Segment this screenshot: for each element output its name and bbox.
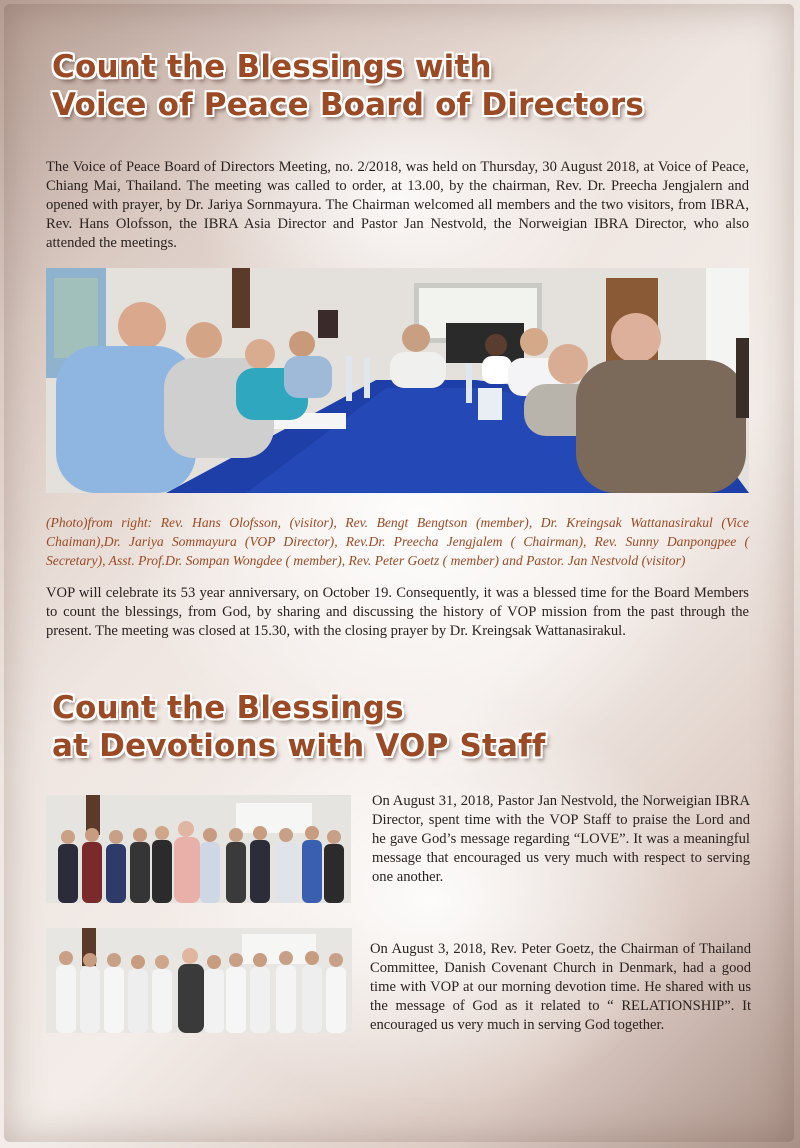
meeting-intro-paragraph: The Voice of Peace Board of Directors Meeting, no. 2/2018, was held on Thursday, 30 August 2018, at Voice of Peace, Chiang Mai, Thailand. The meeting was called to order, at 13.00, by the chairman, Rev. Dr. Preecha Jengjalern and opened with prayer, by Dr. Jariya Sornmayura. The Chairman welcomed all members and the two visitors, from IBRA, Rev. Hans Olofsson, the IBRA Asia Director and Pastor Jan Nestvold, the Norweigian IBRA Director, who also attended the meetings. xyxy=(46,159,749,251)
title-line: Voice of Peace Board of Directors xyxy=(52,87,645,123)
article-title-devotions xyxy=(52,689,546,765)
photo-caption: (Photo)from right: Rev. Hans Olofsson, (visitor), Rev. Bengt Bengtson (member), Dr. Kreingsak Wattanasirakul (Vice Chaiman),Dr. Jariya Sommayura (VOP Director), Rev.Dr. Preecha Jengjalem ( Chairman), Rev. Sunny Danpongpee ( Secretary), Asst. Prof.Dr. Sompan Wongdee ( member), Rev. Peter Goetz ( member) and Pastor. Jan Nestvold (visitor) xyxy=(46,515,749,568)
devotion-group-photo-2 xyxy=(46,928,352,1033)
article-title-board-meeting xyxy=(52,48,644,124)
title-line: Count the Blessings xyxy=(52,690,404,726)
devotion-relationship-paragraph: On August 3, 2018, Rev. Peter Goetz, the Chairman of Thailand Committee, Danish Covenant Church in Denmark, had a good time with VOP at our morning devotion time. He shared with us the message of God as it related to “ RELATIONSHIP”. It encouraged us very much in serving God together. xyxy=(370,941,751,1033)
title-line: at Devotions with VOP Staff xyxy=(52,728,546,764)
title-line: Count the Blessings with xyxy=(52,49,492,85)
anniversary-paragraph: VOP will celebrate its 53 year anniversary, on October 19. Consequently, it was a blessed time for the Board Members to count the blessings, from God, by sharing and discussing the history of VOP mission from the past through the present. The meeting was closed at 15.30, with the closing prayer by Dr. Kreingsak Wattanasirakul. xyxy=(46,585,749,639)
devotion-love-paragraph: On August 31, 2018, Pastor Jan Nestvold, the Norweigian IBRA Director, spent time with the VOP Staff to praise the Lord and he gave God’s message regarding “LOVE”. It was a meaningful message that encouraged us very much with respect to serving one another. xyxy=(372,793,750,885)
board-meeting-photo xyxy=(46,268,749,493)
devotion-group-photo xyxy=(46,795,351,903)
